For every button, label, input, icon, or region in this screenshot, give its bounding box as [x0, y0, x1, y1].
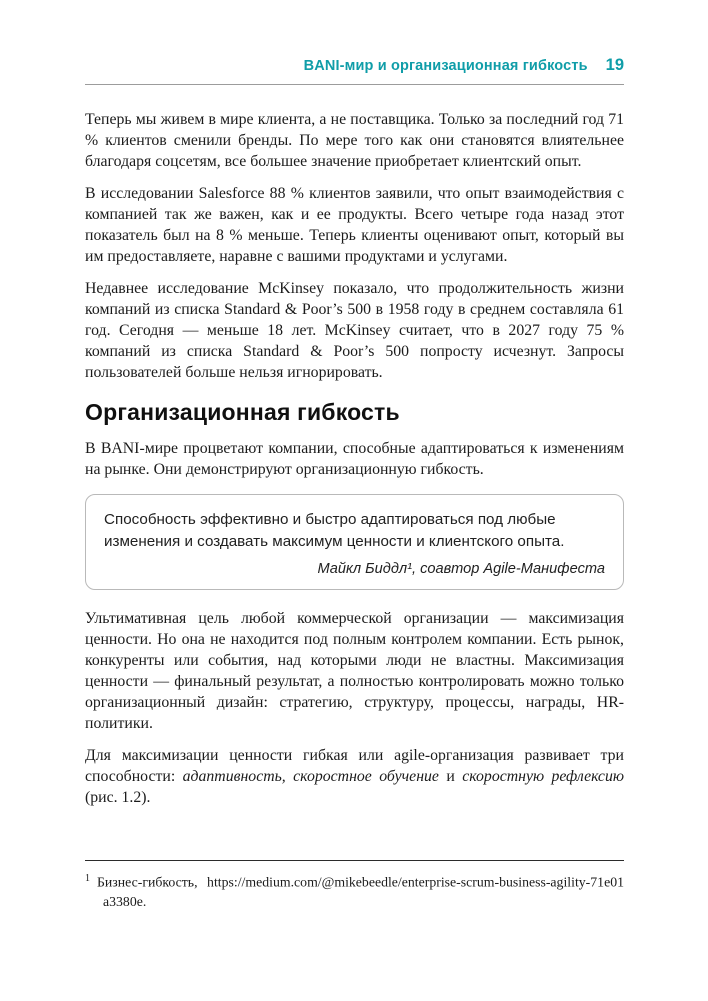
footnote-marker: 1	[85, 873, 90, 884]
paragraph-agile-abilities	[85, 745, 624, 808]
text-segment-italic: адаптивность, скоростное обучение	[182, 768, 439, 785]
text-segment: Для максимизации ценности гибкая или agile-организация развивает три способности:	[85, 747, 624, 785]
running-title: BANI-мир и организационная гибкость	[303, 58, 588, 74]
quote-text: Способность эффективно и быстро адаптироваться под любые изменения и создавать максимум ценности и клиентского опыта.	[104, 511, 565, 550]
quote-attribution: Майкл Биддл¹, соавтор Agile-Манифеста	[317, 561, 605, 577]
section-heading: Организационная гибкость	[85, 399, 400, 425]
header-rule	[85, 84, 624, 85]
paragraph-mckinsey-study: Недавнее исследование McKinsey показало, что продолжительность жизни компаний из списка Standard & Poor’s 500 в 1958 году в среднем составляла 61 год. Сегодня — меньше 18 лет. McKinsey считает, что в 2027 году 75 % компаний из списка Standard & Poor’s 500 попросту исчезнут. Запросы пользователей больше нельзя игнорировать.	[85, 280, 624, 381]
text-segment-italic: скоростную рефлексию	[462, 768, 624, 785]
paragraph-value-maximization: Ультимативная цель любой коммерческой организации — максимизация ценности. Но она не находится под полным контролем компании. Есть рынок, конкуренты или события, над которыми люди не властны. Максимизация ценности — финальный результат, а полностью контролировать можно только организационный дизайн: стратегию, структуру, процессы, награды, HR-политики.	[85, 610, 624, 732]
paragraph-customer-world: Теперь мы живем в мире клиента, а не поставщика. Только за последний год 71 % клиентов сменили бренды. По мере того как они становятся влиятельнее благодаря соцсетям, все большее значение приобретает клиентский опыт.	[85, 111, 624, 170]
paragraph-bani-intro: В BANI-мире процветают компании, способные адаптироваться к изменениям на рынке. Они демонстрируют организационную гибкость.	[85, 440, 624, 478]
page-body	[85, 109, 624, 808]
text-segment: (рис. 1.2).	[85, 789, 151, 806]
footnote-rule	[85, 860, 624, 861]
paragraph-salesforce-study: В исследовании Salesforce 88 % клиентов заявили, что опыт взаимодействия с компанией так же важен, как и ее продукты. Всего четыре года назад этот показатель был на 8 % меньше. Теперь клиенты оценивают опыт, который вы им предоставляете, наравне с вашими продуктами и услугами.	[85, 185, 624, 265]
footnote	[85, 869, 624, 912]
footnote-text: Бизнес-гибкость, https://medium.com/@mikebeedle/enterprise-scrum-business-agility-71e01a3380e.	[97, 874, 624, 910]
footnote-area	[85, 860, 624, 912]
page-header	[85, 56, 624, 75]
quote-box	[85, 494, 624, 590]
page-number: 19	[605, 56, 624, 74]
text-segment: и	[438, 768, 463, 785]
